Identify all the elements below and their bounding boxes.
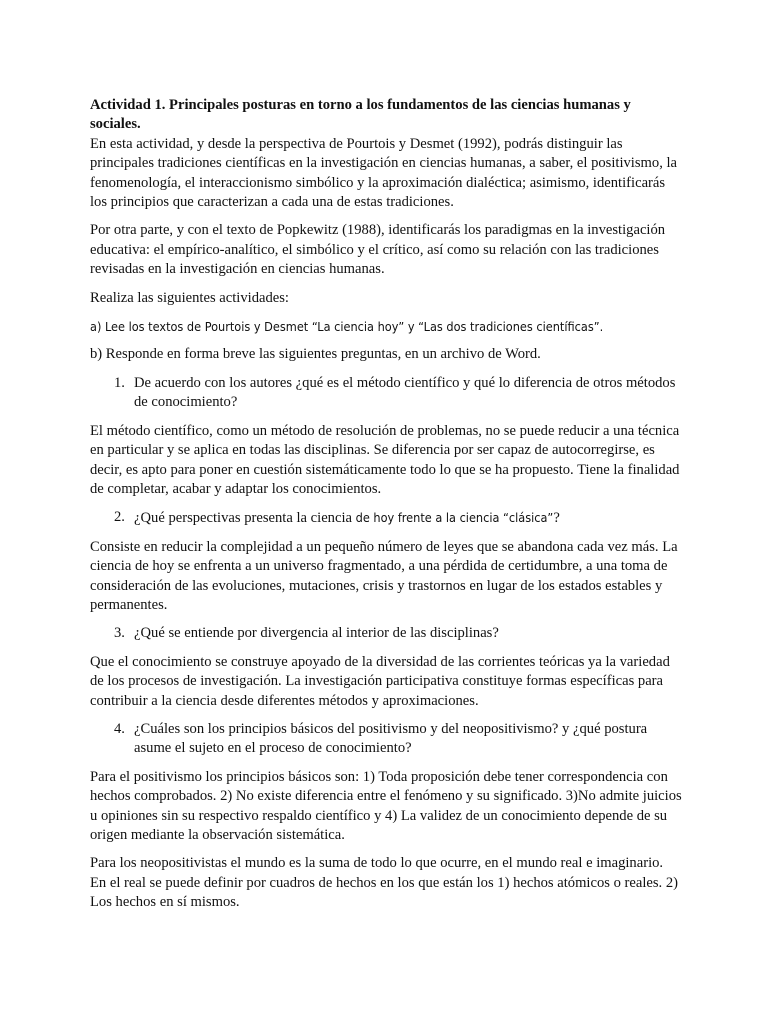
activities-heading: Realiza las siguientes actividades: xyxy=(90,289,289,306)
answer-4-positivism: Para el positivismo los principios básicos son: 1) Toda proposición debe tener correspondencia con hechos comprobados. 2) No existe diferencia entre el fenómeno y su significado. 3)No admite juicios u opiniones sin su respectivo respaldo científico y 4) La validez de un conocimiento depende de su origen mediante la observación sistemática. xyxy=(90,768,682,843)
question-2-number: 2. xyxy=(114,509,125,526)
question-list-4 xyxy=(90,720,682,759)
question-4 xyxy=(90,720,682,759)
answer-1: El método científico, como un método de resolución de problemas, no se puede reducir a una técnica en particular y se aplica en todas las disciplinas. Se diferencia por ser capaz de autocorregirse, es decir, es apto para poner en cuestión sistemáticamente todo lo que se ha propuesto. Tiene la finalidad de completar, acabar y adaptar los conocimientos. xyxy=(90,422,680,497)
question-1 xyxy=(90,374,682,413)
question-3 xyxy=(90,624,682,643)
question-4-number: 4. xyxy=(114,720,125,737)
popkewitz-paragraph: Por otra parte, y con el texto de Popkewitz (1988), identificarás los paradigmas en la investigación educativa: el empírico-analítico, el simbólico y el crítico, así como su relación con las tradiciones revisadas en la investigación en ciencias humanas. xyxy=(90,222,666,278)
intro-paragraph: En esta actividad, y desde la perspectiva de Pourtois y Desmet (1992), podrás distinguir las principales tradiciones científicas en la investigación en ciencias humanas, a saber, el positivismo, la fenomenología, el interaccionismo simbólico y la aproximación dialéctica; asimismo, identificarás los principios que caracterizan a cada una de estas tradiciones. xyxy=(90,135,678,211)
question-1-number: 1. xyxy=(114,374,125,391)
question-4-text: ¿Cuáles son los principios básicos del positivismo y del neopositivismo? y ¿qué postura asume el sujeto en el proceso de conocimiento? xyxy=(134,720,648,757)
question-list-3 xyxy=(90,624,682,643)
question-3-text: ¿Qué se entiende por divergencia al interior de las disciplinas? xyxy=(134,625,499,642)
question-2-text-alt: de hoy frente a la ciencia “clásica” xyxy=(355,510,554,526)
question-list-2 xyxy=(90,508,682,528)
document-title: Actividad 1. Principales posturas en torno a los fundamentos de las ciencias humanas y sociales. xyxy=(90,97,631,133)
activity-a: a) Lee los textos de Pourtois y Desmet “La ciencia hoy” y “Las dos tradiciones científicas”. xyxy=(90,319,604,335)
question-list-1 xyxy=(90,374,682,413)
activity-b: b) Responde en forma breve las siguientes preguntas, en un archivo de Word. xyxy=(90,346,541,363)
answer-2: Consiste en reducir la complejidad a un pequeño número de leyes que se abandona cada vez más. La ciencia de hoy se enfrenta a un universo fragmentado, a una pérdida de certidumbre, a una toma de consideración de las evoluciones, mutaciones, crisis y trastornos en lugar de los estados estables y permanentes. xyxy=(90,538,678,613)
question-2-text-end: ? xyxy=(553,510,560,527)
question-2-text-start: ¿Qué perspectivas presenta la ciencia xyxy=(134,510,356,527)
question-1-text: De acuerdo con los autores ¿qué es el método científico y qué lo diferencia de otros métodos de conocimiento? xyxy=(134,374,676,411)
answer-3: Que el conocimiento se construye apoyado de la diversidad de las corrientes teóricas ya la variedad de los procesos de investigación. La investigación participativa constituye formas específicas para contribuir a la ciencia desde diferentes métodos y aproximaciones. xyxy=(90,653,670,709)
answer-4-neopositivism: Para los neopositivistas el mundo es la suma de todo lo que ocurre, en el mundo real e imaginario. En el real se puede definir por cuadros de hechos en los que están los 1) hechos atómicos o reales. 2) Los hechos en sí mismos. xyxy=(90,855,679,911)
question-3-number: 3. xyxy=(114,625,125,642)
question-2 xyxy=(90,508,682,528)
